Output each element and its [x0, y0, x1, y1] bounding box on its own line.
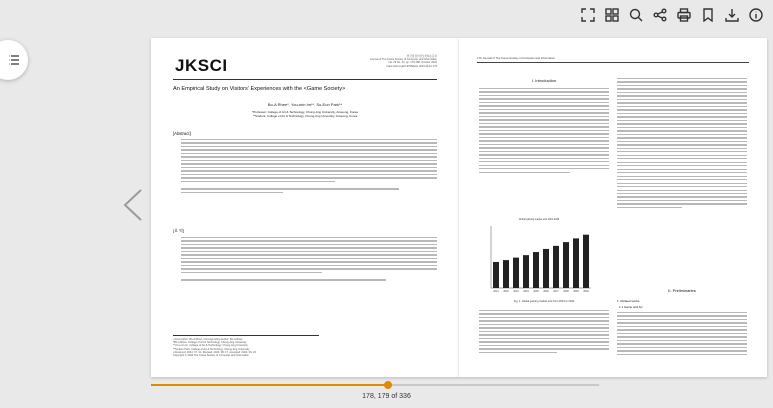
page-slider-fill: [151, 384, 388, 386]
bookmark-icon[interactable]: [699, 6, 717, 24]
search-icon[interactable]: [627, 6, 645, 24]
chart-bar: [513, 258, 519, 288]
menu-button[interactable]: [0, 40, 28, 80]
chart-tick-label: 2024: [523, 290, 529, 293]
subsection-related-works: 1. Related works: [617, 299, 640, 303]
chart-bar: [533, 252, 539, 288]
share-icon[interactable]: [651, 6, 669, 24]
footnote-rule: [173, 335, 319, 336]
chart-tick-label: 2021: [493, 290, 499, 293]
paper-authors: Bo-A Rhee*, You-min Im**, So-Eun Park**: [267, 102, 343, 107]
total-pages: 336: [399, 393, 411, 400]
toolbar: [579, 6, 765, 24]
figure-caption: Fig. 1. Global gaming market size from 2021 to 2030: [513, 300, 575, 303]
download-icon[interactable]: [723, 6, 741, 24]
right-page: [459, 38, 767, 377]
page-slider[interactable]: [151, 384, 599, 386]
chart-tick-label: 2026: [543, 290, 549, 293]
footnote-line: • First Author: Bo-A Rhee, Corresponding Author: Bo-A Rhee: [173, 338, 243, 341]
chart-bar: [583, 235, 589, 288]
current-pages: 178, 179: [362, 393, 390, 400]
journal-header-line: 한국컴퓨터정보학회논문지: [406, 55, 437, 58]
affiliation-line: *Professor, College of Art & Technology, Chung-Ang University, Anseong, Korea: [252, 110, 358, 114]
chart-bar: [573, 238, 579, 288]
journal-logo: JKSCI: [175, 56, 228, 75]
affiliation-line: **Student, College of Art & Technology, Chung-Ang University, Anseong, Korea: [252, 113, 358, 118]
market-size-chart: [479, 218, 599, 298]
journal-header-line: Vol. 29 No. 10, pp. 179-188, October 2024: [388, 61, 437, 65]
fullscreen-icon[interactable]: [579, 6, 597, 24]
running-head: 176 Journal of The Korea Society of Computer and Information: [477, 56, 555, 60]
section-preliminaries-heading: II. Preliminaries: [668, 288, 696, 293]
info-icon[interactable]: [747, 6, 765, 24]
korean-abstract-body: [181, 237, 437, 283]
abstract-heading: [Abstract]: [173, 131, 191, 136]
subsection-game-and-art: 1.1 Game and Art: [619, 305, 643, 309]
chart-bar: [563, 242, 569, 288]
grid-icon[interactable]: [603, 6, 621, 24]
right-column-text: [617, 78, 747, 210]
footnote-line: • Received: 2024. 07. 31, Revised: 2024. 08. 17, Accepted: 2024. 09. 23.: [173, 350, 257, 354]
list-icon: [8, 54, 20, 66]
right-column-text-lower: [617, 312, 747, 357]
chart-tick-label: 2025: [533, 290, 539, 293]
header-rule: [477, 62, 749, 63]
chart-canvas: [479, 218, 599, 298]
chart-tick-label: 2027: [553, 290, 559, 293]
korean-abstract-heading: [요 약]: [173, 228, 185, 233]
chevron-left-icon: [121, 188, 145, 222]
chart-tick-label: 2023: [513, 290, 519, 293]
journal-header-line: https://doi.org/10.9708/jksci.2024.29.10.179: [386, 64, 437, 68]
journal-header: [287, 55, 437, 68]
chart-title: Global gaming market size 2021-2030: [518, 218, 560, 221]
abstract-body: [181, 139, 437, 195]
left-page: [151, 38, 459, 377]
footnote-line: Copyright © 2024 The Korea Society of Computer and Information: [173, 354, 249, 358]
chart-bar: [553, 246, 559, 288]
paper-title: An Empirical Study on Visitors' Experiences with the <Game Society>: [173, 86, 346, 92]
chart-bar: [493, 262, 499, 288]
page-indicator: [0, 393, 773, 400]
footnote-line: *Bo-A Rhee, College of Art & Technology, Chung-Ang University: [173, 341, 247, 345]
prev-page-button[interactable]: [121, 188, 145, 222]
footnotes: [173, 338, 333, 357]
section-introduction-heading: I. Introduction: [531, 78, 557, 83]
chart-bar: [503, 260, 509, 288]
chart-bar: [543, 249, 549, 288]
chart-tick-label: 2028: [563, 290, 569, 293]
left-column-text: [479, 88, 609, 175]
paper-affiliations: [151, 111, 459, 119]
page-separator: of: [391, 393, 398, 400]
journal-header-line: Journal of The Korea Society of Computer and Information: [369, 58, 437, 62]
chart-tick-label: 2029: [573, 290, 579, 293]
print-icon[interactable]: [675, 6, 693, 24]
header-rule: [173, 79, 437, 80]
chart-tick-label: 2022: [503, 290, 509, 293]
footnote-line: **You-min Im, College of Art & Technology, Chung-Ang University: [173, 344, 248, 348]
page-slider-thumb[interactable]: [384, 381, 392, 389]
chart-tick-label: 2030: [583, 290, 589, 293]
left-column-text-lower: [479, 310, 609, 355]
footnote-line: **So-Eun Park, College of Art & Technology, Chung-Ang University: [173, 347, 250, 351]
chart-bar: [523, 255, 529, 288]
